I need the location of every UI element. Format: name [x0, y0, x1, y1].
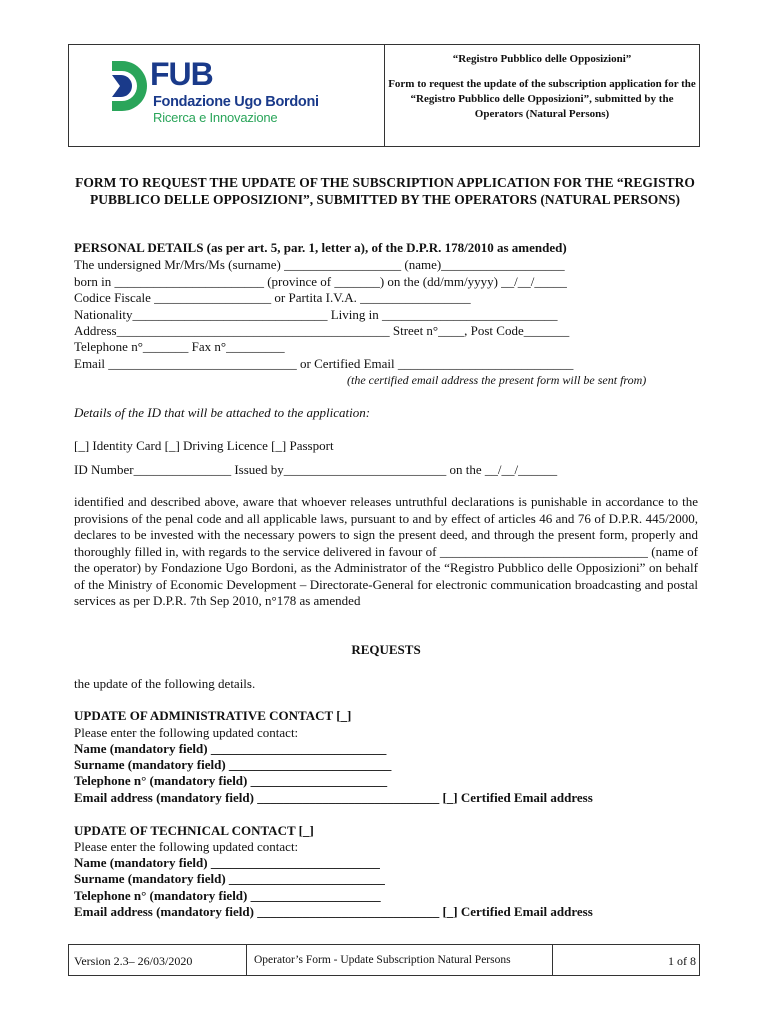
fub-logo-icon: [108, 55, 152, 119]
birth-line: born in _______________________ (province of _______) on the (dd/mm/yyyy) __/__/_____: [74, 274, 567, 289]
header-text: [386, 52, 698, 122]
footer-form-name: Operator’s Form - Update Subscription Natural Persons: [254, 954, 511, 966]
footer-page-number: 1 of 8: [668, 954, 696, 968]
logo-tagline: Ricerca e Innovazione: [153, 110, 278, 125]
telephone-fax-line: Telephone n°_______ Fax n°_________: [74, 339, 285, 354]
admin-contact-heading: UPDATE OF ADMINISTRATIVE CONTACT [_]: [74, 708, 352, 723]
id-details-heading: Details of the ID that will be attached to the application:: [74, 405, 371, 420]
footer-version: Version 2.3– 26/03/2020: [74, 954, 193, 968]
address-line: Address__________________________________________ Street n°____, Post Code_______: [74, 323, 570, 338]
id-type-options: [_] Identity Card [_] Driving Licence [_] Passport: [74, 438, 334, 453]
logo-title: FUB: [150, 56, 213, 92]
admin-contact-prompt: Please enter the following updated contact:: [74, 725, 299, 740]
admin-email-field: Email address (mandatory field) ____________________________ [_] Certified Email address: [74, 790, 593, 805]
logo-org-name: Fondazione Ugo Bordoni: [153, 94, 319, 110]
declaration-paragraph: identified and described above, aware that whoever releases untruthful declarations is punishable in accordance to the provisions of the penal code and all applicable laws, pursuant to and by effect of articles 46 and 76 of D.P.R. 445/2000, declares to be invested with the necessary powers to sign the present deed, and through the present form, properly and thoroughly filled in, with regards to the service delivered in favour of ________________________________ (name of the operator) by Fondazione Ugo Bordoni, as the Administrator of the “Registro Pubblico delle Opposizioni” on behalf of the Ministry of Economic Development – Directorate-General for electronic communication broadcasting and postal services as per D.P.R. 7th Sep 2010, n°178 as amended: [74, 494, 698, 608]
registry-name: “Registro Pubblico delle Opposizioni”: [452, 53, 632, 65]
tech-surname-field: Surname (mandatory field) ________________________: [74, 871, 385, 886]
tech-name-field: Name (mandatory field) __________________________: [74, 855, 380, 870]
certified-email-note: (the certified email address the present form will be sent from): [347, 373, 647, 387]
footer-divider: [246, 944, 247, 976]
header-divider: [384, 44, 385, 147]
personal-details-heading: PERSONAL DETAILS (as per art. 5, par. 1, letter a), of the D.P.R. 178/2010 as amended): [74, 240, 567, 255]
tech-contact-prompt: Please enter the following updated contact:: [74, 839, 299, 854]
tech-email-field: Email address (mandatory field) ____________________________ [_] Certified Email address: [74, 904, 593, 919]
fiscal-code-line: Codice Fiscale __________________ or Partita I.V.A. _________________: [74, 290, 471, 305]
requests-heading: REQUESTS: [351, 642, 421, 657]
tech-contact-heading: UPDATE OF TECHNICAL CONTACT [_]: [74, 823, 314, 838]
surname-name-line: The undersigned Mr/Mrs/Ms (surname) __________________ (name)___________________: [74, 257, 565, 272]
admin-surname-field: Surname (mandatory field) _________________________: [74, 757, 392, 772]
page-title: FORM TO REQUEST THE UPDATE OF THE SUBSCRIPTION APPLICATION FOR THE “REGISTRO PUBBLICO DELLE OPPOSIZIONI”, SUBMITTED BY THE OPERATORS (NATURAL PERSONS): [75, 175, 695, 207]
footer-divider: [552, 944, 553, 976]
requests-intro: the update of the following details.: [74, 676, 256, 691]
id-number-line: ID Number_______________ Issued by_________________________ on the __/__/______: [74, 462, 558, 477]
email-line: Email _____________________________ or Certified Email ___________________________: [74, 356, 574, 371]
form-description: Form to request the update of the subscription application for the “Registro Pubblico delle Opposizioni”, submitted by the Operators (Natural Persons): [388, 78, 696, 120]
nationality-line: Nationality______________________________ Living in ___________________________: [74, 307, 558, 322]
tech-phone-field: Telephone n° (mandatory field) ____________________: [74, 888, 381, 903]
admin-name-field: Name (mandatory field) ___________________________: [74, 741, 387, 756]
admin-phone-field: Telephone n° (mandatory field) _____________________: [74, 773, 388, 788]
